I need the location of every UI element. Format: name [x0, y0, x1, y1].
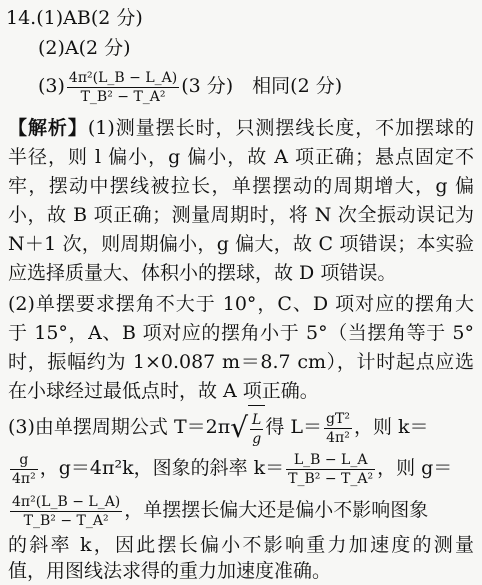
analysis-text: (3)由单摆周期公式 T＝2π	[8, 416, 231, 438]
fraction-numerator: 4π²(L_B − L_A)	[12, 493, 121, 510]
answer-line-1	[6, 4, 474, 32]
fraction-numerator: 4π²(L_B − L_A)	[68, 69, 178, 86]
analysis-text: ，单摆摆长偏大还是偏小不影响图象	[124, 499, 429, 521]
fraction	[286, 451, 375, 488]
analysis-2-line-4	[8, 377, 474, 405]
analysis-3-line-3	[8, 490, 474, 530]
answer-part-3-label: (3)	[38, 75, 65, 97]
fraction-denominator: T_B² − T_A²	[80, 88, 166, 105]
fraction-numerator: gT²	[326, 410, 350, 427]
answer-part-2: (2)A(2 分)	[38, 37, 131, 59]
analysis-text: 于 15°，A、B 项对应的摆角小于 5°（当摆角等于 5°	[8, 322, 474, 344]
answer-line-3	[8, 66, 474, 106]
analysis-text: 的斜率 k，因此摆长偏小不影响重力加速度的测量	[8, 534, 474, 556]
analysis-text: 半径，则 l 偏小，g 偏小，故 A 项正确；悬点固定不	[8, 146, 474, 168]
fraction	[10, 493, 122, 530]
fraction-denominator: 4π²	[12, 470, 36, 487]
analysis-2-line-3	[8, 348, 474, 376]
analysis-line-6	[8, 259, 474, 287]
analysis-text: 时，振幅约为 1×0.087 m＝8.7 cm），计时起点应选	[8, 351, 474, 373]
fraction-denominator: T_B² − T_A²	[23, 512, 109, 529]
answer-part-3-suffix: (3 分) 相同(2 分)	[181, 75, 343, 97]
analysis-text: ，则 k＝	[353, 416, 429, 438]
analysis-2-line-1	[8, 290, 474, 318]
analysis-line-3	[8, 172, 474, 200]
analysis-3-line-2	[8, 448, 474, 488]
fraction-denominator: T_B² − T_A²	[288, 470, 374, 487]
analysis-2-line-2	[8, 319, 474, 347]
analysis-line-4	[8, 201, 474, 229]
fraction-numerator: L	[252, 412, 262, 429]
analysis-line-5	[8, 230, 474, 258]
analysis-text: 在小球经过最低点时，故 A 项正确。	[8, 380, 319, 402]
analysis-3-line-1	[8, 404, 474, 452]
analysis-text: 得 L＝	[265, 416, 323, 438]
answer-part-3-fraction	[67, 69, 179, 106]
analysis-text: N＋1 次，则周期偏小，g 偏大，故 C 项错误；本实验	[8, 233, 474, 255]
analysis-3-line-4	[8, 531, 474, 559]
fraction	[10, 451, 38, 488]
sqrt-expression: √ $\frac{L}{g}$	[230, 404, 265, 452]
analysis-text: ，则 g＝	[377, 457, 453, 479]
analysis-text: (1)测量摆长时，只测摆线长度，不加摆球的	[87, 117, 474, 139]
fraction-denominator: 4π²	[326, 429, 350, 446]
analysis-line-2	[8, 143, 474, 171]
answer-part-1: (1)AB(2 分)	[36, 7, 143, 29]
analysis-text: (2)单摆要求摆角不大于 10°，C、D 项对应的摆角大	[8, 293, 474, 315]
analysis-line-1	[8, 114, 474, 142]
fraction	[324, 410, 352, 447]
fraction-numerator: L_B − L_A	[286, 451, 375, 470]
question-number: 14.	[6, 7, 37, 29]
analysis-tag: 【解析】	[8, 117, 88, 139]
analysis-3-line-5	[8, 557, 474, 585]
analysis-text: 牢，摆动中摆线被拉长，单摆摆动的周期增大，g 偏	[8, 175, 474, 197]
fraction-numerator: g	[10, 451, 38, 470]
answer-line-2	[8, 34, 474, 62]
fraction-denominator: g	[252, 431, 262, 448]
analysis-text: ，g＝4π²k，图象的斜率 k＝	[39, 457, 285, 479]
analysis-text: 值，用图线法求得的重力加速度准确。	[8, 560, 332, 582]
analysis-text: 应选择质量大、体积小的摆球，故 D 项错误。	[8, 262, 397, 284]
analysis-text: 小，故 B 项正确；测量周期时，将 N 次全振动误记为	[8, 204, 474, 226]
